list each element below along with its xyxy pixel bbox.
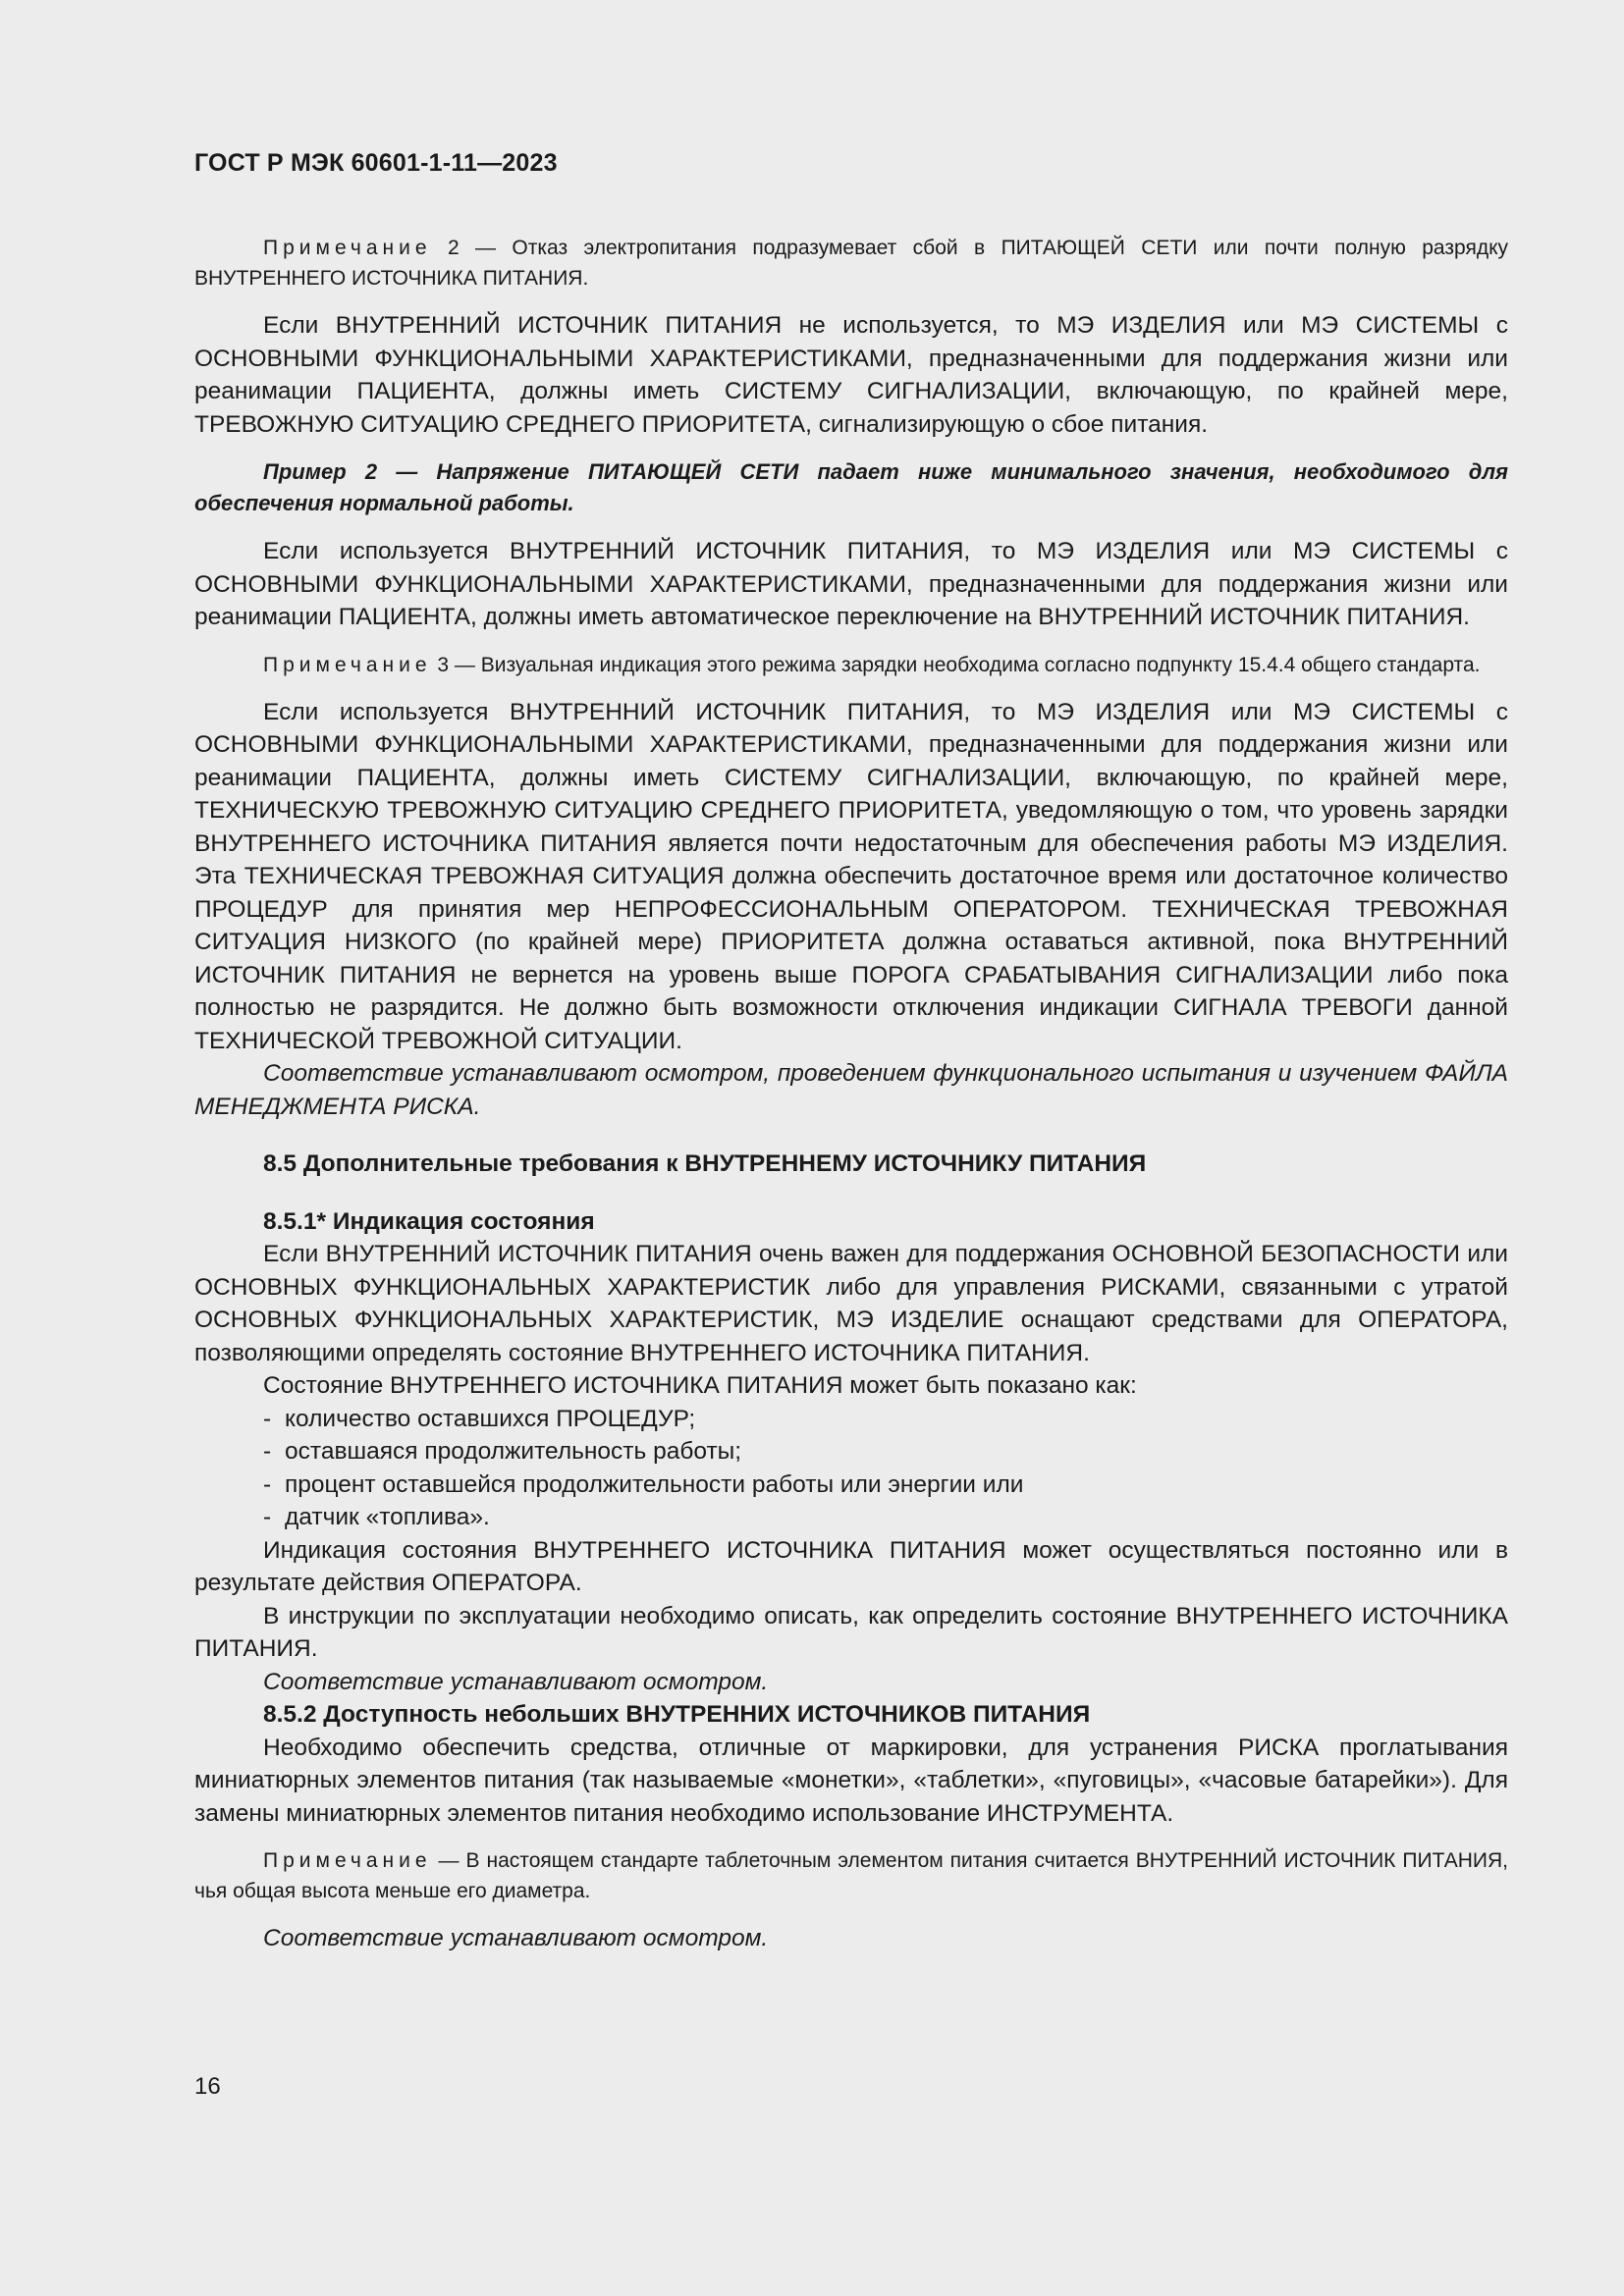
note-label: Примечание	[263, 653, 432, 676]
status-indication-list	[194, 1403, 1508, 1534]
paragraph-status-list-intro: Состояние ВНУТРЕННЕГО ИСТОЧНИКА ПИТАНИЯ может быть показано как:	[263, 1372, 1137, 1399]
paragraph-status-indication: Если ВНУТРЕННИЙ ИСТОЧНИК ПИТАНИЯ очень важен для поддержания ОСНОВНОЙ БЕЗОПАСНОСТИ или ОСНОВНЫХ ФУНКЦИОНАЛЬНЫХ ХАРАКТЕРИСТИК либо для управления РИСКАМИ, связанными с утратой ОСНОВНЫХ ФУНКЦИОНАЛЬНЫХ ХАРАКТЕРИСТИК, МЭ ИЗДЕЛИЕ оснащают средствами для ОПЕРАТОРА, позволяющими определять состояние ВНУТРЕННЕГО ИСТОЧНИКА ПИТАНИЯ.	[194, 1241, 1508, 1366]
paragraph-small-batteries: Необходимо обеспечить средства, отличные от маркировки, для устранения РИСКА проглатывания миниатюрных элементов питания (так называемые «монетки», «таблетки», «пуговицы», «часовые батарейки»). Для замены миниатюрных элементов питания необходимо использование ИНСТРУМЕНТА.	[194, 1734, 1508, 1827]
compliance-statement-2: Соответствие устанавливают осмотром.	[263, 1668, 769, 1695]
note-3	[194, 650, 1508, 680]
section-heading-8-5-2: 8.5.2 Доступность небольших ВНУТРЕННИХ ИСТОЧНИКОВ ПИТАНИЯ	[263, 1701, 1091, 1728]
paragraph-indication-mode: Индикация состояния ВНУТРЕННЕГО ИСТОЧНИКА ПИТАНИЯ может осуществляться постоянно или в результате действия ОПЕРАТОРА.	[194, 1536, 1508, 1596]
note-text: 2 — Отказ электропитания подразумевает сбой в ПИТАЮЩЕЙ СЕТИ или почти полную разрядку ВНУТРЕННЕГО ИСТОЧНИКА ПИТАНИЯ.	[194, 237, 1508, 290]
section-heading-8-5-1: 8.5.1* Индикация состояния	[263, 1207, 595, 1235]
note-text: — В настоящем стандарте таблеточным элементом питания считается ВНУТРЕННИЙ ИСТОЧНИК ПИТАНИЯ, чья общая высота меньше его диаметра.	[194, 1849, 1508, 1902]
section-heading-8-5: 8.5 Дополнительные требования к ВНУТРЕННЕМУ ИСТОЧНИКУ ПИТАНИЯ	[263, 1150, 1147, 1177]
list-item: - оставшаяся продолжительность работы;	[263, 1438, 742, 1465]
compliance-statement-3: Соответствие устанавливают осмотром.	[263, 1925, 769, 1951]
paragraph-low-charge-alarm: Если используется ВНУТРЕННИЙ ИСТОЧНИК ПИТАНИЯ, то МЭ ИЗДЕЛИЯ или МЭ СИСТЕМЫ с ОСНОВНЫМИ ФУНКЦИОНАЛЬНЫМИ ХАРАКТЕРИСТИКАМИ, предназначенными для поддержания жизни или реанимации ПАЦИЕНТА, должны иметь СИСТЕМУ СИГНАЛИЗАЦИИ, включающую, по крайней мере, ТЕХНИЧЕСКУЮ ТРЕВОЖНУЮ СИТУАЦИЮ СРЕДНЕГО ПРИОРИТЕТА, уведомляющую о том, что уровень зарядки ВНУТРЕННЕГО ИСТОЧНИКА ПИТАНИЯ является почти недостаточным для обеспечения работы МЭ ИЗДЕЛИЯ. Эта ТЕХНИЧЕСКАЯ ТРЕВОЖНАЯ СИТУАЦИЯ должна обеспечить достаточное время или достаточное количество ПРОЦЕДУР для принятия мер НЕПРОФЕССИОНАЛЬНЫМ ОПЕРАТОРОМ. ТЕХНИЧЕСКАЯ ТРЕВОЖНАЯ СИТУАЦИЯ НИЗКОГО (по крайней мере) ПРИОРИТЕТА должна оставаться активной, пока ВНУТРЕННИЙ ИСТОЧНИК ПИТАНИЯ не вернется на уровень выше ПОРОГА СРАБАТЫВАНИЯ СИГНАЛИЗАЦИИ либо пока полностью не разрядится. Не должно быть возможности отключения индикации СИГНАЛА ТРЕВОГИ данной ТЕХНИЧЕСКОЙ ТРЕВОЖНОЙ СИТУАЦИИ.	[194, 698, 1508, 1054]
note-button-cell	[194, 1845, 1508, 1906]
note-2	[194, 233, 1508, 294]
list-item: - процент оставшейся продолжительности работы или энергии или	[263, 1470, 1024, 1498]
note-text: 3 — Визуальная индикация этого режима зарядки необходима согласно подпункту 15.4.4 общего стандарта.	[431, 653, 1481, 676]
note-label: Примечание	[263, 237, 432, 259]
paragraph-instructions: В инструкции по эксплуатации необходимо описать, как определить состояние ВНУТРЕННЕГО ИСТОЧНИКА ПИТАНИЯ.	[194, 1602, 1508, 1662]
note-label: Примечание	[263, 1849, 432, 1872]
paragraph-auto-switch: Если используется ВНУТРЕННИЙ ИСТОЧНИК ПИТАНИЯ, то МЭ ИЗДЕЛИЯ или МЭ СИСТЕМЫ с ОСНОВНЫМИ ФУНКЦИОНАЛЬНЫМИ ХАРАКТЕРИСТИКАМИ, предназначенными для поддержания жизни или реанимации ПАЦИЕНТА, должны иметь автоматическое переключение на ВНУТРЕННИЙ ИСТОЧНИК ПИТАНИЯ.	[194, 538, 1508, 630]
example-2: Пример 2 — Напряжение ПИТАЮЩЕЙ СЕТИ падает ниже минимального значения, необходимого для обеспечения нормальной работы.	[194, 459, 1508, 515]
document-header: ГОСТ Р МЭК 60601-1-11—2023	[194, 149, 558, 177]
compliance-statement-1: Соответствие устанавливают осмотром, проведением функционального испытания и изучением ФАЙЛА МЕНЕДЖМЕНТА РИСКА.	[194, 1060, 1508, 1120]
list-item: - датчик «топлива».	[263, 1504, 490, 1530]
page-number: 16	[194, 2073, 221, 2100]
paragraph-power-failure-alarm: Если ВНУТРЕННИЙ ИСТОЧНИК ПИТАНИЯ не используется, то МЭ ИЗДЕЛИЯ или МЭ СИСТЕМЫ с ОСНОВНЫМИ ФУНКЦИОНАЛЬНЫМИ ХАРАКТЕРИСТИКАМИ, предназначенными для поддержания жизни или реанимации ПАЦИЕНТА, должны иметь СИСТЕМУ СИГНАЛИЗАЦИИ, включающую, по крайней мере, ТРЕВОЖНУЮ СИТУАЦИЮ СРЕДНЕГО ПРИОРИТЕТА, сигнализирующую о сбое питания.	[194, 312, 1508, 438]
list-item: - количество оставшихся ПРОЦЕДУР;	[263, 1405, 696, 1432]
